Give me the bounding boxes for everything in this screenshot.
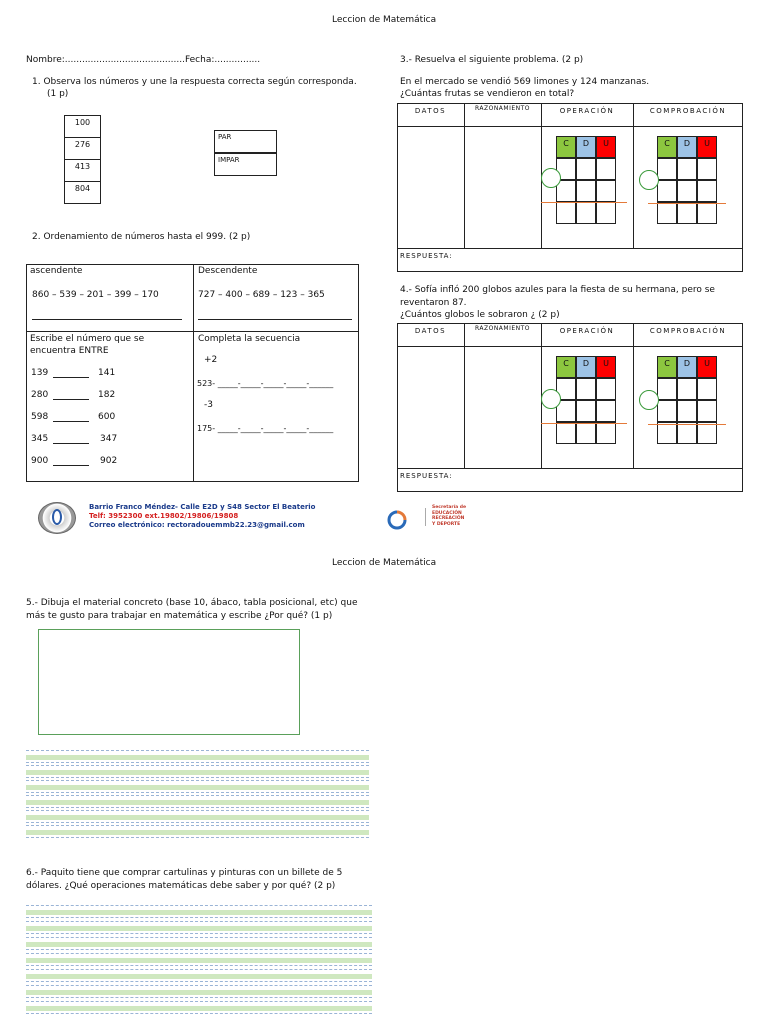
sequence-2[interactable]: 175- _____-_____-_____-_____-______ (197, 424, 334, 433)
writing-band (26, 770, 369, 775)
q1-label: 1. Observa los números y une la respuesta correcta según corresponda. (32, 77, 357, 87)
grid-cell[interactable] (697, 378, 717, 400)
writing-band (26, 785, 369, 790)
cdu-header-cell: U (596, 356, 616, 378)
grid-cell[interactable] (576, 422, 596, 444)
desc-title: Descendente (198, 266, 258, 276)
sequence-title: Completa la secuencia (198, 334, 301, 344)
cdu-header-cell: C (556, 356, 576, 378)
cdu-header-cell: C (657, 136, 677, 158)
grid-cell[interactable] (697, 422, 717, 444)
grid-cell[interactable] (677, 400, 697, 422)
q6-text: dólares. ¿Qué operaciones matemáticas debe saber y por qué? (2 p) (26, 881, 336, 891)
impar-box[interactable]: IMPAR (214, 153, 277, 176)
q2-label: 2. Ordenamiento de números hasta el 999. (2 p) (32, 232, 251, 242)
cdu-header-cell: U (596, 136, 616, 158)
drawing-box[interactable] (38, 629, 300, 735)
between-b: 347 (100, 434, 118, 444)
grid-cell[interactable] (576, 378, 596, 400)
logo-divider (411, 508, 426, 526)
between-b: 600 (98, 412, 116, 422)
number-box[interactable]: 276 (64, 137, 101, 159)
writing-guide-line (26, 965, 372, 966)
q3-text: En el mercado se vendió 569 limones y 124 manzanas. (400, 77, 650, 87)
between-blank[interactable] (53, 443, 89, 444)
grid-cell[interactable] (677, 378, 697, 400)
cdu-header-cell: C (657, 356, 677, 378)
grid-cell[interactable] (697, 158, 717, 180)
desc-answer-line[interactable] (198, 319, 352, 320)
between-b: 902 (100, 456, 118, 466)
par-box[interactable]: PAR (214, 130, 277, 153)
cdu-header-cell: D (677, 356, 697, 378)
grid-cell[interactable] (657, 180, 677, 202)
grid-cell[interactable] (677, 158, 697, 180)
writing-guide-line (26, 750, 369, 751)
writing-band (26, 958, 372, 963)
cdu-header-cell: D (576, 356, 596, 378)
grid-cell[interactable] (697, 202, 717, 224)
writing-guide-line (26, 825, 369, 826)
check-result-line (648, 203, 726, 204)
writing-band (26, 910, 372, 915)
logo-line: RECREACIÓN (432, 516, 465, 521)
grid-cell[interactable] (657, 378, 677, 400)
check-sign-circle[interactable] (639, 170, 659, 190)
sequence-step-minus: -3 (204, 400, 213, 410)
school-email[interactable]: Correo electrónico: rectoradouemmb22.23@gmail.com (89, 521, 305, 529)
q4-text: ¿Cuántos globos le sobraron ¿ (2 p) (400, 310, 560, 320)
q4-col-divider (633, 323, 634, 468)
school-address: Barrio Franco Méndez- Calle E2D y S48 Sector El Beaterio (89, 503, 316, 511)
cdu-header-cell: D (576, 136, 596, 158)
q3-col-divider (633, 103, 634, 248)
header-operacion: OPERACIÓN (559, 107, 615, 115)
check-sign-circle[interactable] (639, 390, 659, 410)
writing-guide-line (26, 921, 372, 922)
secretaria-logo-text (432, 505, 466, 527)
grid-cell[interactable] (596, 180, 616, 202)
grid-cell[interactable] (596, 400, 616, 422)
writing-lines[interactable] (26, 905, 372, 1017)
writing-guide-line (26, 1013, 372, 1014)
header-comprobacion: COMPROBACIÓN (649, 327, 727, 335)
between-b: 141 (98, 368, 116, 378)
writing-band (26, 974, 372, 979)
grid-cell[interactable] (556, 422, 576, 444)
grid-cell[interactable] (657, 158, 677, 180)
school-logo (38, 502, 76, 534)
writing-band (26, 830, 369, 835)
writing-guide-line (26, 985, 372, 986)
writing-guide-line (26, 969, 372, 970)
writing-guide-line (26, 777, 369, 778)
header-razonamiento: RAZONAMIENTO (474, 105, 531, 112)
q3-label: 3.- Resuelva el siguiente problema. (2 p) (400, 55, 584, 65)
grid-cell[interactable] (576, 158, 596, 180)
between-a: 598 (31, 412, 49, 422)
grid-cell[interactable] (657, 400, 677, 422)
q6-text: 6.- Paquito tiene que comprar cartulinas y pinturas con un billete de 5 (26, 868, 343, 878)
writing-guide-line (26, 1001, 372, 1002)
writing-guide-line (26, 810, 369, 811)
between-blank[interactable] (53, 421, 89, 422)
name-date-line[interactable]: Nombre:..........................................Fecha:................ (26, 55, 261, 65)
writing-band (26, 815, 369, 820)
writing-guide-line (26, 837, 369, 838)
grid-cell[interactable] (576, 202, 596, 224)
q4-answer-divider (397, 468, 743, 469)
grid-cell[interactable] (576, 400, 596, 422)
writing-guide-line (26, 905, 372, 906)
writing-guide-line (26, 933, 372, 934)
writing-guide-line (26, 807, 369, 808)
grid-cell[interactable] (576, 180, 596, 202)
asc-answer-line[interactable] (32, 319, 182, 320)
writing-guide-line (26, 795, 369, 796)
writing-guide-line (26, 822, 369, 823)
asc-values: 860 – 539 – 201 – 399 – 170 (32, 290, 159, 300)
logo-line: Y DEPORTE (432, 521, 461, 527)
q3-col-divider (464, 103, 465, 248)
header-comprobacion: COMPROBACIÓN (649, 107, 727, 115)
number-box[interactable]: 100 (64, 115, 101, 137)
between-blank[interactable] (53, 377, 89, 378)
sequence-step-plus: +2 (204, 355, 218, 365)
between-a: 900 (31, 456, 49, 466)
page-title: Leccion de Matemática (332, 15, 437, 25)
grid-cell[interactable] (677, 422, 697, 444)
grid-cell[interactable] (697, 400, 717, 422)
logo-line: Secretaría de (432, 505, 467, 510)
page-title: Leccion de Matemática (332, 558, 437, 568)
q3-header-divider (397, 126, 743, 127)
between-a: 139 (31, 368, 49, 378)
writing-guide-line (26, 765, 369, 766)
answer-label: RESPUESTA: (400, 472, 453, 480)
writing-band (26, 942, 372, 947)
writing-guide-line (26, 792, 369, 793)
school-logo-mark (52, 509, 62, 525)
operation-result-line (541, 202, 627, 203)
between-a: 280 (31, 390, 49, 400)
operation-result-line (541, 423, 627, 424)
asc-title: ascendente (30, 266, 83, 276)
writing-band (26, 1006, 372, 1011)
q4-text: reventaron 87. (400, 298, 467, 308)
grid-cell[interactable] (657, 422, 677, 444)
grid-cell[interactable] (677, 202, 697, 224)
cdu-header-cell: U (697, 136, 717, 158)
between-blank[interactable] (53, 465, 89, 466)
grid-cell[interactable] (596, 158, 616, 180)
q4-header-divider (397, 346, 743, 347)
desc-values: 727 – 400 – 689 – 123 – 365 (198, 290, 325, 300)
q3-answer-divider (397, 248, 743, 249)
writing-guide-line (26, 917, 372, 918)
writing-guide-line (26, 953, 372, 954)
writing-band (26, 755, 369, 760)
grid-cell[interactable] (596, 202, 616, 224)
between-a: 345 (31, 434, 49, 444)
cdu-header-cell: D (677, 136, 697, 158)
grid-cell[interactable] (657, 202, 677, 224)
writing-guide-line (26, 981, 372, 982)
between-title: Escribe el número que se (30, 334, 145, 344)
writing-band (26, 990, 372, 995)
q5-text: más te gusto para trabajar en matemática y escribe ¿Por qué? (1 p) (26, 611, 333, 621)
writing-band (26, 926, 372, 931)
number-box[interactable]: 413 (64, 159, 101, 181)
logo-line: EDUCACIÓN (432, 510, 462, 516)
q4-col-divider (464, 323, 465, 468)
grid-cell[interactable] (677, 180, 697, 202)
answer-label: RESPUESTA: (400, 252, 453, 260)
cdu-header-cell: U (697, 356, 717, 378)
operation-sign-circle[interactable] (541, 389, 561, 409)
q5-text: 5.- Dibuja el material concreto (base 10, ábaco, tabla posicional, etc) que (26, 598, 358, 608)
between-b: 182 (98, 390, 116, 400)
number-box[interactable]: 804 (64, 181, 101, 204)
header-razonamiento: RAZONAMIENTO (474, 325, 531, 332)
secretaria-logo-icon (387, 510, 407, 530)
writing-guide-line (26, 997, 372, 998)
writing-guide-line (26, 949, 372, 950)
cdu-header-cell: C (556, 136, 576, 158)
grid-cell[interactable] (596, 378, 616, 400)
writing-band (26, 800, 369, 805)
q3-text: ¿Cuántas frutas se vendieron en total? (400, 89, 575, 99)
school-phone: Telf: 3952300 ext.19802/19806/19808 (89, 512, 239, 520)
grid-cell[interactable] (556, 202, 576, 224)
operation-sign-circle[interactable] (541, 168, 561, 188)
header-operacion: OPERACIÓN (559, 327, 615, 335)
q1-points: (1 p) (47, 89, 69, 99)
between-title: encuentra ENTRE (30, 346, 109, 356)
between-blank[interactable] (53, 399, 89, 400)
writing-guide-line (26, 762, 369, 763)
writing-guide-line (26, 937, 372, 938)
q4-text: 4.- Sofía infló 200 globos azules para la fiesta de su hermana, pero se (400, 285, 715, 295)
writing-guide-line (26, 780, 369, 781)
header-datos: DATOS (414, 107, 447, 115)
sequence-1[interactable]: 523- _____-_____-_____-_____-______ (197, 379, 334, 388)
grid-cell[interactable] (596, 422, 616, 444)
check-result-line (648, 424, 726, 425)
sequence-cell (193, 331, 359, 482)
header-datos: DATOS (414, 327, 447, 335)
writing-lines[interactable] (26, 750, 369, 840)
grid-cell[interactable] (697, 180, 717, 202)
